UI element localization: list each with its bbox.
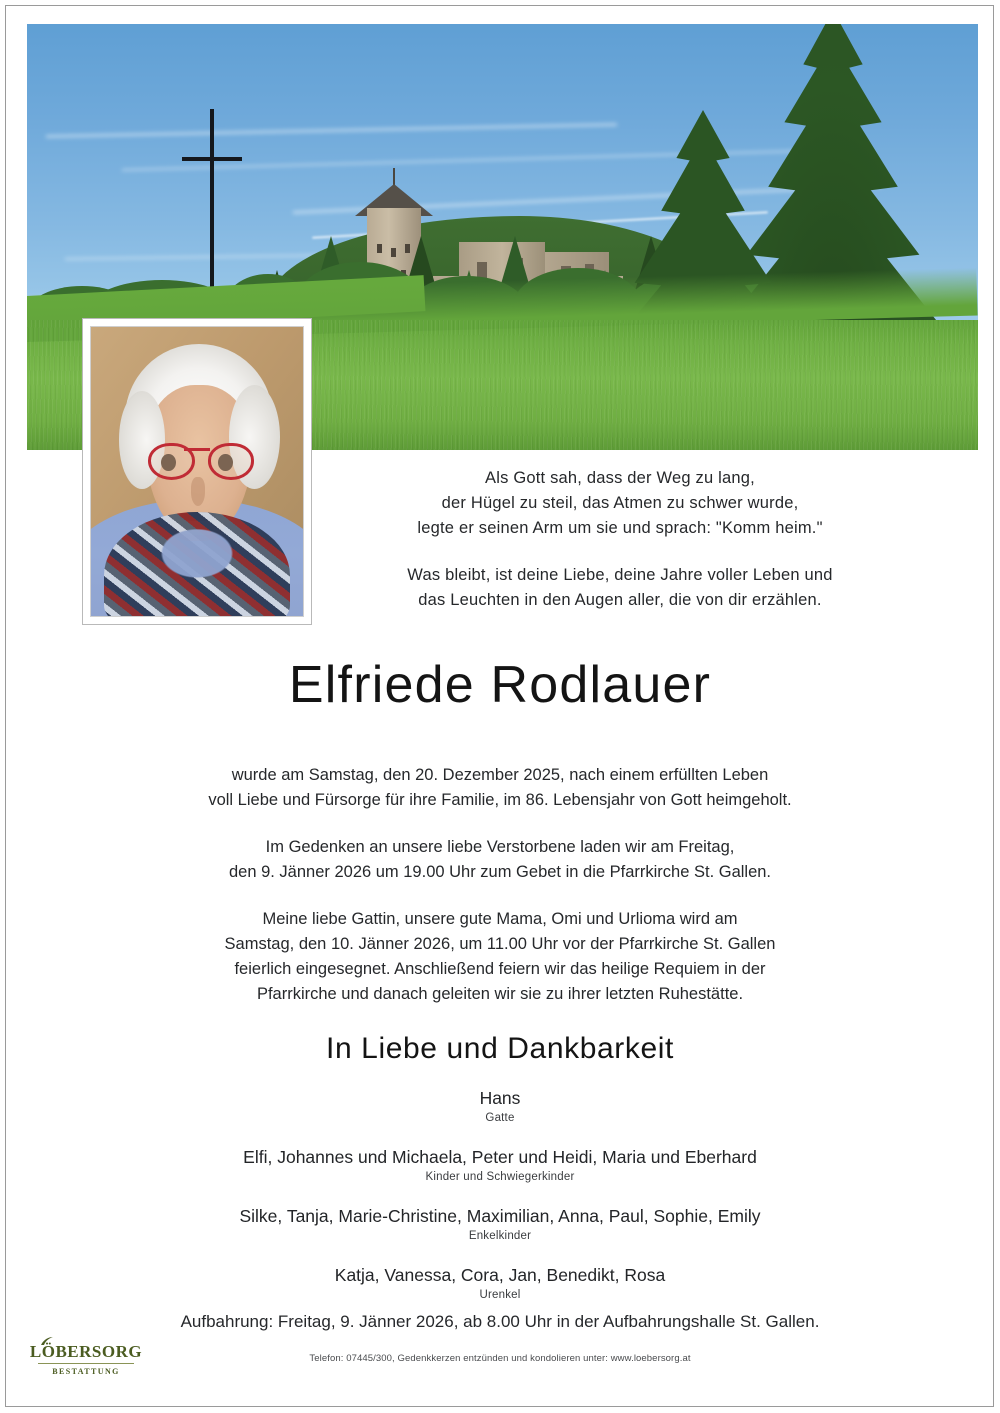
bio-line: wurde am Samstag, den 20. Dezember 2025, nach einem erfüllten Leben [231, 766, 769, 784]
bio-line: den 9. Jänner 2026 um 19.00 Uhr zum Gebet in die Pfarrkirche St. Gallen. [228, 863, 772, 881]
verse-line: das Leuchten in den Augen aller, die von dir erzählen. [418, 591, 822, 609]
bio-line: Meine liebe Gattin, unsere gute Mama, Omi und Urlioma wird am [262, 910, 738, 928]
funeral-home-logo [26, 1342, 146, 1376]
family-names: Hans [479, 1088, 521, 1108]
family-relation: Kinder und Schwiegerkinder [425, 1171, 575, 1183]
bio-line: Pfarrkirche und danach geleiten wir sie zu ihrer letzten Ruhestätte. [256, 985, 744, 1003]
thanks-heading: In Liebe und Dankbarkeit [326, 1032, 674, 1065]
family-relation: Gatte [485, 1112, 515, 1124]
family-names: Katja, Vanessa, Cora, Jan, Benedikt, Rosa [334, 1265, 666, 1285]
verse-line: der Hügel zu steil, das Atmen zu schwer wurde, [441, 494, 799, 512]
bio-line: voll Liebe und Fürsorge für ihre Familie, im 86. Lebensjahr von Gott heimgeholt. [208, 791, 792, 809]
bio-paragraph-2 [120, 835, 880, 885]
family-names: Silke, Tanja, Marie-Christine, Maximilian, Anna, Paul, Sophie, Emily [239, 1206, 761, 1226]
biography-text [120, 763, 880, 1007]
family-group [0, 1086, 1000, 1127]
bio-paragraph-1 [120, 763, 880, 813]
family-names: Elfi, Johannes und Michaela, Peter und Heidi, Maria und Eberhard [243, 1147, 757, 1167]
family-group [0, 1263, 1000, 1304]
logo-subtitle: BESTATTUNG [52, 1367, 120, 1376]
family-relation: Enkelkinder [468, 1230, 532, 1242]
contact-footnote: Telefon: 07445/300, Gedenkkerzen entzünden und kondolieren unter: www.loebersorg.at [309, 1353, 691, 1364]
bio-line: feierlich eingesegnet. Anschließend feiern wir das heilige Requiem in der [234, 960, 766, 978]
portrait-photo [90, 326, 304, 617]
logo-name: LÖBERSORG [29, 1342, 143, 1361]
family-relation: Urenkel [479, 1289, 521, 1301]
verse-line: Als Gott sah, dass der Weg zu lang, [485, 469, 755, 487]
family-group [0, 1145, 1000, 1186]
leaf-icon [40, 1337, 54, 1346]
bio-paragraph-3 [120, 907, 880, 1007]
bio-line: Im Gedenken an unsere liebe Verstorbene laden wir am Freitag, [265, 838, 735, 856]
family-group [0, 1204, 1000, 1245]
verse-stanza-1 [330, 466, 910, 541]
verse-line: legte er seinen Arm um sie und sprach: "Komm heim." [417, 519, 823, 537]
deceased-name: Elfriede Rodlauer [288, 656, 712, 714]
verse-stanza-2 [330, 563, 910, 613]
portrait-photo-frame [82, 318, 312, 625]
aufbahrung-info: Aufbahrung: Freitag, 9. Jänner 2026, ab 8.00 Uhr in der Aufbahrungshalle St. Gallen. [180, 1312, 820, 1331]
logo-divider [38, 1363, 134, 1364]
family-list [0, 1086, 1000, 1322]
bio-line: Samstag, den 10. Jänner 2026, um 11.00 Uhr vor der Pfarrkirche St. Gallen [224, 935, 776, 953]
verse-line: Was bleibt, ist deine Liebe, deine Jahre voller Leben und [407, 566, 833, 584]
memorial-verse [330, 466, 910, 613]
